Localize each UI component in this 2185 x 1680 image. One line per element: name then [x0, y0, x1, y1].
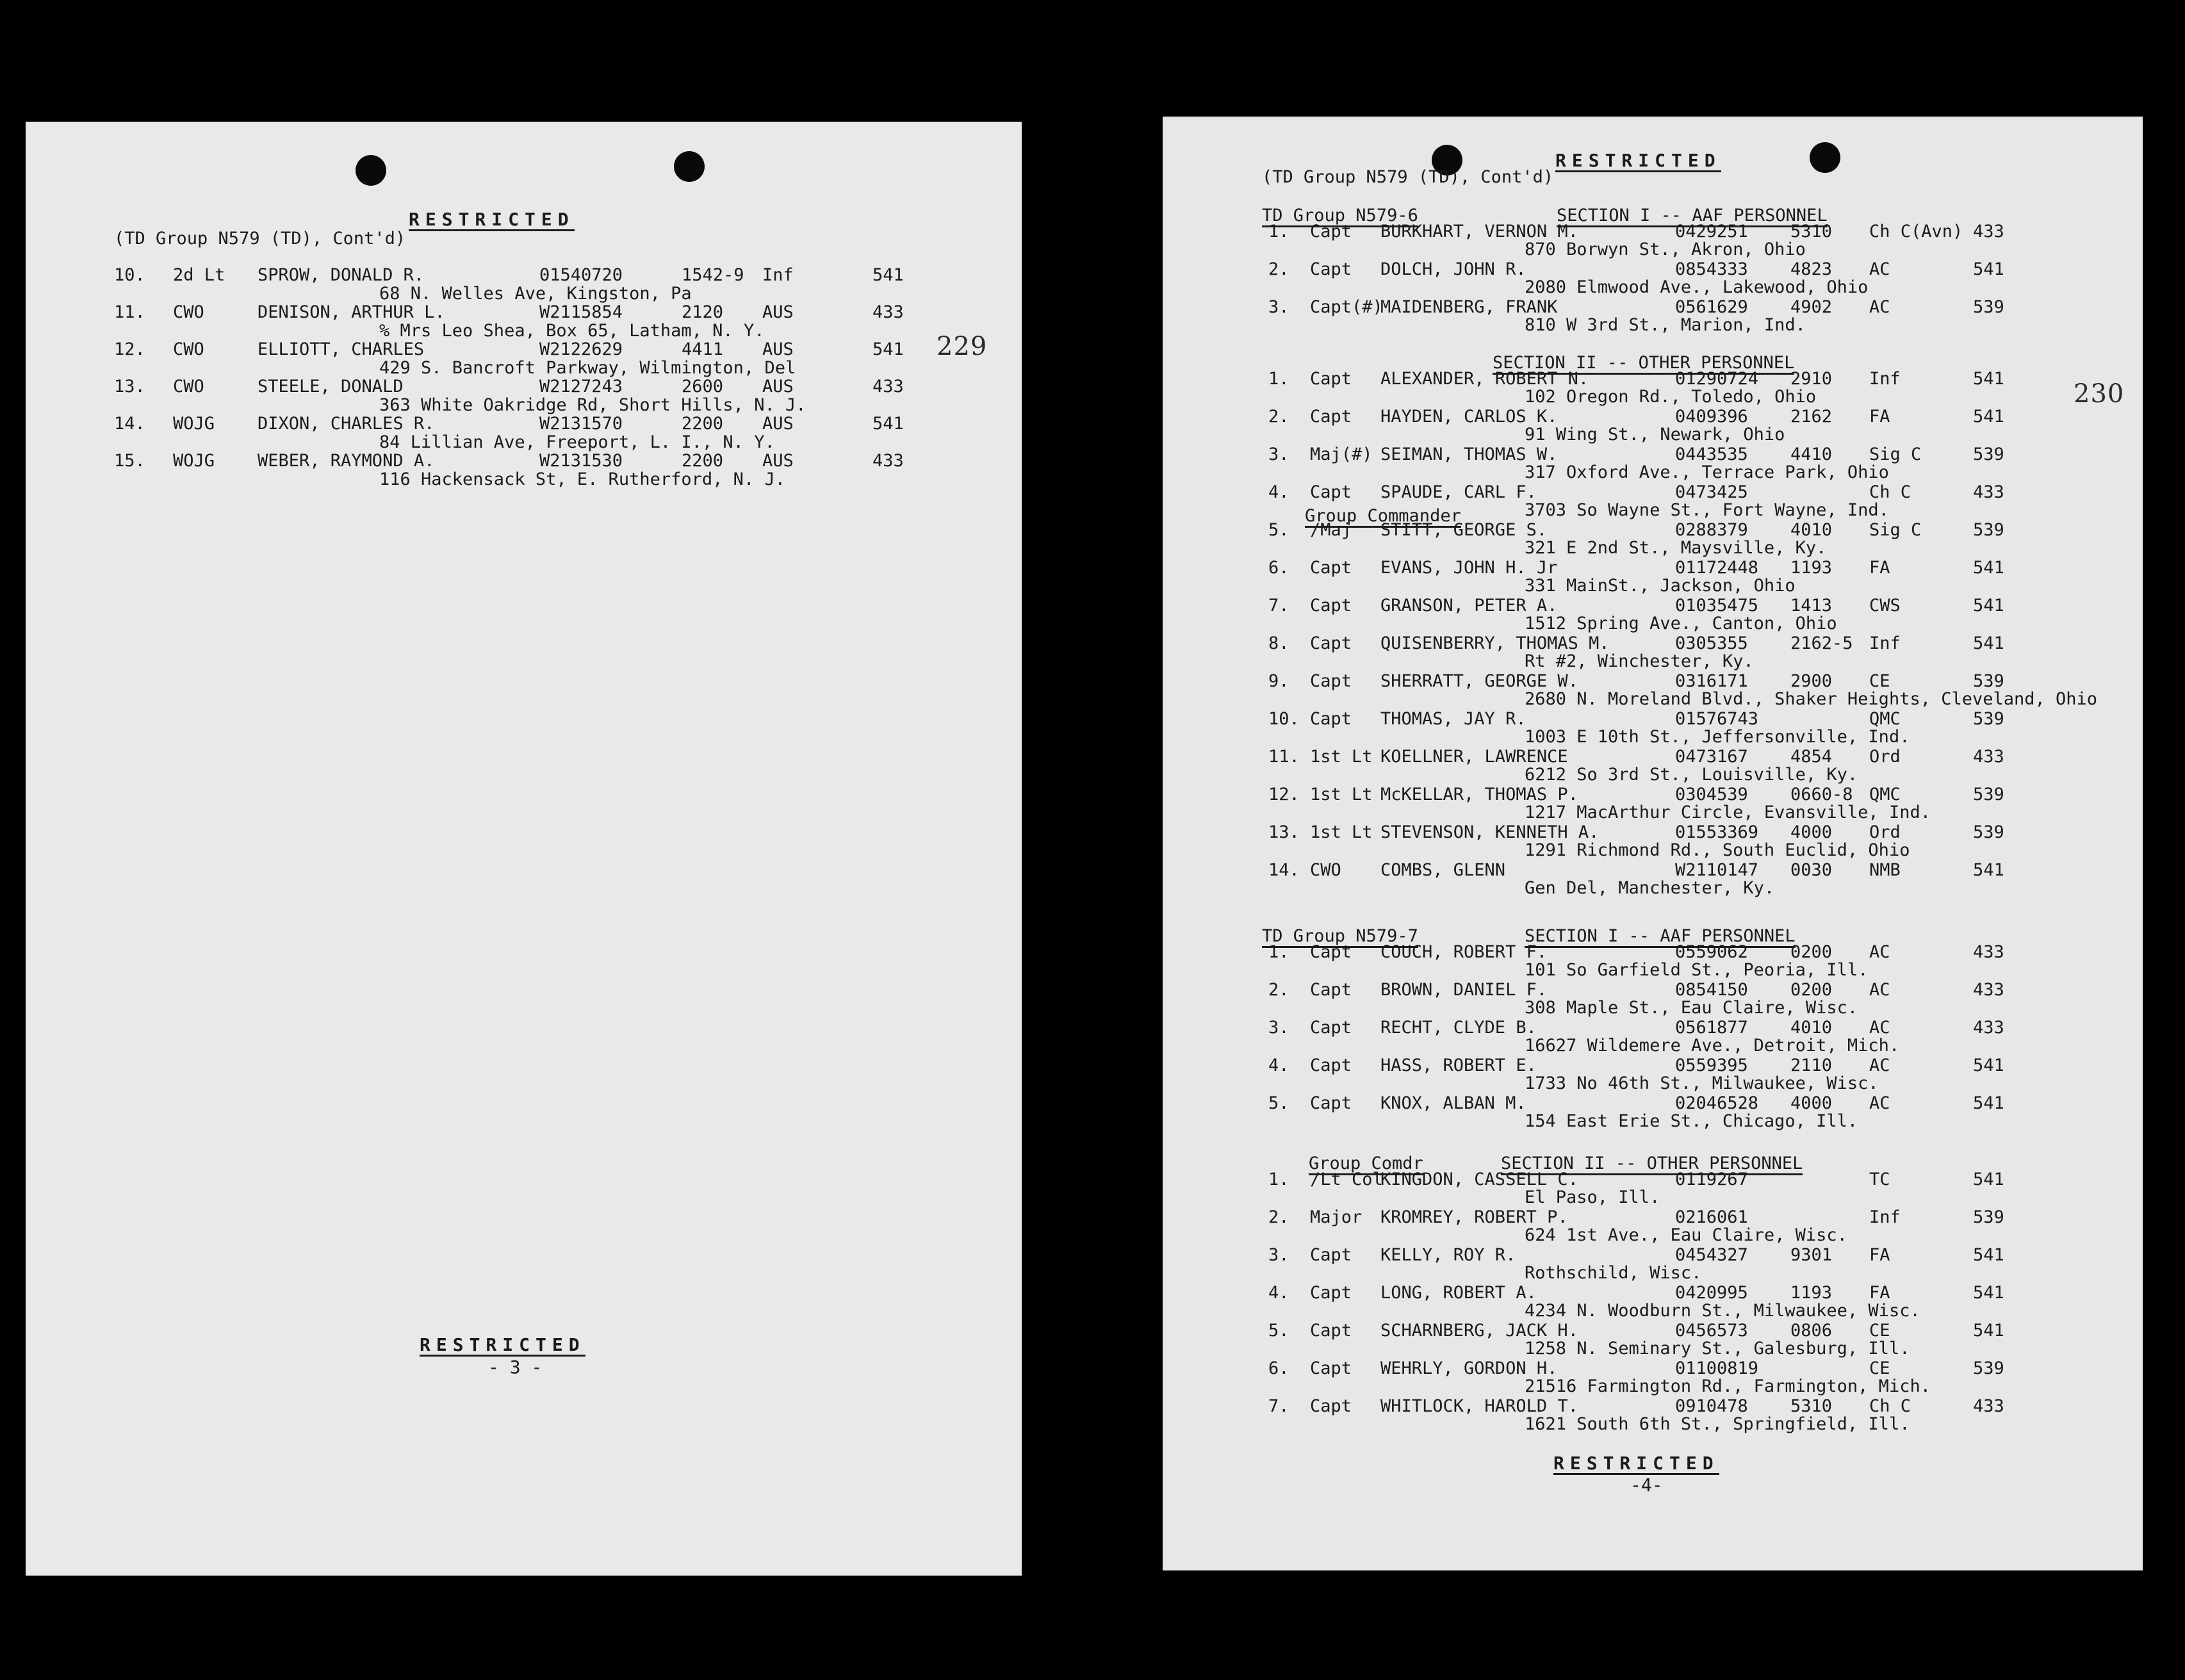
mos-code: 2910 — [1790, 369, 1833, 389]
branch: AC — [1869, 942, 1890, 962]
serial-number: 0316171 — [1675, 671, 1748, 691]
row-number: 4. — [1268, 1056, 1289, 1075]
serial-number: 0473425 — [1675, 482, 1748, 502]
person-name: WEBER, RAYMOND A. — [258, 451, 435, 471]
rank: WOJG — [173, 451, 215, 471]
branch: AUS — [762, 302, 794, 322]
address: 308 Maple St., Eau Claire, Wisc. — [1525, 998, 1858, 1018]
serial-number: 02046528 — [1675, 1093, 1759, 1113]
row-number: 10. — [114, 265, 145, 285]
row-number: 2. — [1268, 259, 1289, 279]
assignment-code: 433 — [872, 377, 904, 396]
assignment-code: 541 — [1973, 1283, 2004, 1303]
branch: AUS — [762, 414, 794, 434]
address: 91 Wing St., Newark, Ohio — [1525, 425, 1785, 444]
rank: WOJG — [173, 414, 215, 434]
page-stamp-number: 230 — [2074, 379, 2125, 409]
branch: AC — [1869, 1056, 1890, 1075]
mos-code: 0200 — [1790, 980, 1833, 1000]
group-label: Group Comdr — [1309, 1154, 1423, 1175]
address: 154 East Erie St., Chicago, Ill. — [1525, 1111, 1858, 1131]
rank: CWO — [173, 302, 204, 322]
person-name: BURKHART, VERNON M. — [1380, 222, 1578, 241]
serial-number: W2115854 — [539, 302, 623, 322]
person-name: SHERRATT, GEORGE W. — [1380, 671, 1578, 691]
person-name: SPROW, DONALD R. — [258, 265, 425, 285]
person-name: HASS, ROBERT E. — [1380, 1056, 1537, 1075]
serial-number: 0561877 — [1675, 1018, 1748, 1038]
serial-number: 01172448 — [1675, 558, 1759, 578]
restricted-footer: RESTRICTED — [420, 1334, 585, 1355]
assignment-code: 539 — [1973, 520, 2004, 540]
row-number: 1. — [1268, 222, 1289, 241]
row-number: 12. — [1268, 785, 1300, 804]
address: Gen Del, Manchester, Ky. — [1525, 878, 1775, 898]
address: 321 E 2nd St., Maysville, Ky. — [1525, 538, 1827, 558]
mos-code: 2600 — [682, 377, 724, 396]
rank: 1st Lt — [1310, 822, 1373, 842]
address: 624 1st Ave., Eau Claire, Wisc. — [1525, 1225, 1847, 1245]
assignment-code: 539 — [1973, 785, 2004, 804]
mos-code: 4010 — [1790, 520, 1833, 540]
rank: 1st Lt — [1310, 785, 1373, 804]
rank: CWO — [173, 377, 204, 396]
serial-number: 0473167 — [1675, 747, 1748, 767]
rank: Maj(#) — [1310, 444, 1373, 464]
branch: AC — [1869, 1093, 1890, 1113]
serial-number: W2131570 — [539, 414, 623, 434]
address: 68 N. Welles Ave, Kingston, Pa — [379, 284, 692, 304]
serial-number: 01540720 — [539, 265, 623, 285]
mos-code: 1542-9 — [682, 265, 744, 285]
rank: Capt — [1310, 222, 1352, 241]
address: 3703 So Wayne St., Fort Wayne, Ind. — [1525, 500, 1889, 520]
person-name: KOELLNER, LAWRENCE — [1380, 747, 1568, 767]
branch: Ch C — [1869, 1396, 1911, 1416]
mos-code: 4000 — [1790, 1093, 1833, 1113]
branch: AUS — [762, 451, 794, 471]
serial-number: 0559395 — [1675, 1056, 1748, 1075]
serial-number: 01576743 — [1675, 709, 1759, 729]
person-name: DOLCH, JOHN R. — [1380, 259, 1526, 279]
assignment-code: 433 — [872, 302, 904, 322]
serial-number: 0559062 — [1675, 942, 1748, 962]
row-number: 5. — [1268, 1321, 1289, 1341]
page-number: -4- — [1630, 1474, 1663, 1496]
assignment-code: 541 — [1973, 860, 2004, 880]
row-number: 12. — [114, 339, 145, 359]
branch: QMC — [1869, 709, 1901, 729]
rank: Capt — [1310, 259, 1352, 279]
row-number: 11. — [1268, 747, 1300, 767]
person-name: MAIDENBERG, FRANK — [1380, 297, 1558, 317]
branch: AC — [1869, 980, 1890, 1000]
branch: Sig C — [1869, 520, 1922, 540]
person-name: LONG, ROBERT A. — [1380, 1283, 1537, 1303]
serial-number: 0910478 — [1675, 1396, 1748, 1416]
assignment-code: 539 — [1973, 671, 2004, 691]
person-name: QUISENBERRY, THOMAS M. — [1380, 633, 1610, 653]
address: 363 White Oakridge Rd, Short Hills, N. J. — [379, 395, 806, 415]
serial-number: 0854333 — [1675, 259, 1748, 279]
rank: /Lt Col — [1310, 1170, 1383, 1189]
serial-number: 0443535 — [1675, 444, 1748, 464]
branch: Inf — [1869, 369, 1901, 389]
assignment-code: 541 — [1973, 1056, 2004, 1075]
mos-code: 4000 — [1790, 822, 1833, 842]
branch: Ch C — [1869, 482, 1911, 502]
mos-code: 2120 — [682, 302, 724, 322]
assignment-code: 541 — [872, 339, 904, 359]
address: 6212 So 3rd St., Louisville, Ky. — [1525, 765, 1858, 785]
address: 1512 Spring Ave., Canton, Ohio — [1525, 614, 1837, 633]
mos-code: 0200 — [1790, 942, 1833, 962]
branch: AC — [1869, 1018, 1890, 1038]
serial-number: W2122629 — [539, 339, 623, 359]
serial-number: W2127243 — [539, 377, 623, 396]
address: 870 Borwyn St., Akron, Ohio — [1525, 240, 1806, 259]
person-name: EVANS, JOHN H. Jr — [1380, 558, 1558, 578]
assignment-code: 541 — [1973, 596, 2004, 616]
serial-number: 0456573 — [1675, 1321, 1748, 1341]
assignment-code: 539 — [1973, 1207, 2004, 1227]
assignment-code: 541 — [1973, 633, 2004, 653]
row-number: 13. — [1268, 822, 1300, 842]
rank: Capt — [1310, 558, 1352, 578]
rank: Capt — [1310, 1093, 1352, 1113]
branch: Inf — [1869, 633, 1901, 653]
serial-number: W2131530 — [539, 451, 623, 471]
row-number: 4. — [1268, 1283, 1289, 1303]
row-number: 14. — [114, 414, 145, 434]
person-name: McKELLAR, THOMAS P. — [1380, 785, 1578, 804]
serial-number: 01553369 — [1675, 822, 1759, 842]
rank: Capt — [1310, 1245, 1352, 1265]
rank: CWO — [1310, 860, 1341, 880]
address: Rt #2, Winchester, Ky. — [1525, 651, 1754, 671]
page-stamp-number: 229 — [937, 332, 988, 361]
row-number: 9. — [1268, 671, 1289, 691]
address: 331 MainSt., Jackson, Ohio — [1525, 576, 1796, 596]
row-number: 6. — [1268, 1358, 1289, 1378]
assignment-code: 541 — [872, 414, 904, 434]
address: 1291 Richmond Rd., South Euclid, Ohio — [1525, 840, 1910, 860]
punch-hole — [356, 155, 386, 186]
mos-code: 2162 — [1790, 407, 1833, 427]
restricted-heading: RESTRICTED — [409, 209, 575, 230]
row-number: 14. — [1268, 860, 1300, 880]
mos-code: 5310 — [1790, 222, 1833, 241]
assignment-code: 433 — [1973, 222, 2004, 241]
assignment-code: 539 — [1973, 444, 2004, 464]
row-number: 1. — [1268, 942, 1289, 962]
rank: Capt — [1310, 1056, 1352, 1075]
mos-code: 1413 — [1790, 596, 1833, 616]
assignment-code: 433 — [872, 451, 904, 471]
mos-code: 2200 — [682, 451, 724, 471]
right-document-page — [1163, 117, 2143, 1570]
assignment-code: 541 — [1973, 558, 2004, 578]
person-name: SEIMAN, THOMAS W. — [1380, 444, 1558, 464]
address: 21516 Farmington Rd., Farmington, Mich. — [1525, 1376, 1931, 1396]
rank: Capt — [1310, 1321, 1352, 1341]
rank: Capt — [1310, 407, 1352, 427]
branch: Inf — [1869, 1207, 1901, 1227]
row-number: 11. — [114, 302, 145, 322]
mos-code: 4410 — [1790, 444, 1833, 464]
address: 102 Oregon Rd., Toledo, Ohio — [1525, 387, 1817, 407]
rank: Major — [1310, 1207, 1363, 1227]
address: 4234 N. Woodburn St., Milwaukee, Wisc. — [1525, 1301, 1920, 1321]
mos-code: 2900 — [1790, 671, 1833, 691]
mos-code: 2110 — [1790, 1056, 1833, 1075]
serial-number: 0429251 — [1675, 222, 1748, 241]
continuation-heading: (TD Group N579 (TD), Cont'd) — [114, 229, 406, 249]
punch-hole — [1810, 142, 1840, 173]
row-number: 3. — [1268, 444, 1289, 464]
person-name: KELLY, ROY R. — [1380, 1245, 1516, 1265]
rank: Capt — [1310, 980, 1352, 1000]
rank: Capt — [1310, 709, 1352, 729]
address: 317 Oxford Ave., Terrace Park, Ohio — [1525, 462, 1889, 482]
rank: Capt(#) — [1310, 297, 1383, 317]
person-name: KROMREY, ROBERT P. — [1380, 1207, 1568, 1227]
continuation-heading: (TD Group N579 (TD), Cont'd) — [1262, 167, 1554, 187]
branch: Sig C — [1869, 444, 1922, 464]
punch-hole — [674, 151, 705, 182]
mos-code: 4010 — [1790, 1018, 1833, 1038]
left-document-page — [26, 122, 1022, 1576]
group-commander-note: Group Commander — [1305, 507, 1461, 528]
person-name: SCHARNBERG, JACK H. — [1380, 1321, 1578, 1341]
row-number: 13. — [114, 377, 145, 396]
branch: CWS — [1869, 596, 1901, 616]
branch: FA — [1869, 558, 1890, 578]
person-name: SPAUDE, CARL F. — [1380, 482, 1537, 502]
address: 1258 N. Seminary St., Galesburg, Ill. — [1525, 1339, 1910, 1358]
address: 116 Hackensack St, E. Rutherford, N. J. — [379, 469, 785, 489]
assignment-code: 541 — [1973, 259, 2004, 279]
mos-code: 2200 — [682, 414, 724, 434]
assignment-code: 541 — [872, 265, 904, 285]
mos-code: 4854 — [1790, 747, 1833, 767]
person-name: WHITLOCK, HAROLD T. — [1380, 1396, 1578, 1416]
row-number: 8. — [1268, 633, 1289, 653]
row-number: 2. — [1268, 1207, 1289, 1227]
assignment-code: 541 — [1973, 1170, 2004, 1189]
branch: FA — [1869, 1245, 1890, 1265]
mos-code: 1193 — [1790, 558, 1833, 578]
address: 1621 South 6th St., Springfield, Ill. — [1525, 1414, 1910, 1434]
person-name: KINGDON, CASSELL C. — [1380, 1170, 1578, 1189]
mos-code: 5310 — [1790, 1396, 1833, 1416]
branch: AUS — [762, 339, 794, 359]
section-heading: SECTION I -- AAF PERSONNEL — [1557, 206, 1828, 227]
person-name: HAYDEN, CARLOS K. — [1380, 407, 1558, 427]
assignment-code: 539 — [1973, 297, 2004, 317]
assignment-code: 433 — [1973, 747, 2004, 767]
rank: Capt — [1310, 1396, 1352, 1416]
serial-number: 0288379 — [1675, 520, 1748, 540]
person-name: COUCH, ROBERT F. — [1380, 942, 1548, 962]
address: Rothschild, Wisc. — [1525, 1263, 1702, 1283]
rank: CWO — [173, 339, 204, 359]
rank: 1st Lt — [1310, 747, 1373, 767]
person-name: WEHRLY, GORDON H. — [1380, 1358, 1558, 1378]
serial-number: 01100819 — [1675, 1358, 1759, 1378]
mos-code: 4823 — [1790, 259, 1833, 279]
row-number: 5. — [1268, 1093, 1289, 1113]
address: 810 W 3rd St., Marion, Ind. — [1525, 315, 1806, 335]
serial-number: 0216061 — [1675, 1207, 1748, 1227]
rank: Capt — [1310, 633, 1352, 653]
row-number: 15. — [114, 451, 145, 471]
branch: AC — [1869, 259, 1890, 279]
serial-number: 0854150 — [1675, 980, 1748, 1000]
serial-number: 0409396 — [1675, 407, 1748, 427]
branch: FA — [1869, 407, 1890, 427]
rank: /Maj — [1310, 520, 1352, 540]
row-number: 1. — [1268, 1170, 1289, 1189]
branch: AUS — [762, 377, 794, 396]
assignment-code: 433 — [1973, 1396, 2004, 1416]
mos-code: 0660-8 — [1790, 785, 1853, 804]
address: El Paso, Ill. — [1525, 1187, 1660, 1207]
mos-code: 4902 — [1790, 297, 1833, 317]
person-name: COMBS, GLENN — [1380, 860, 1506, 880]
person-name: ALEXANDER, ROBERT N. — [1380, 369, 1589, 389]
branch: CE — [1869, 1321, 1890, 1341]
serial-number: 0561629 — [1675, 297, 1748, 317]
assignment-code: 541 — [1973, 1093, 2004, 1113]
branch: QMC — [1869, 785, 1901, 804]
person-name: STITT, GEORGE S. — [1380, 520, 1548, 540]
section-heading: SECTION II -- OTHER PERSONNEL — [1493, 354, 1794, 375]
assignment-code: 433 — [1973, 942, 2004, 962]
group-label: TD Group N579-6 — [1262, 206, 1418, 227]
rank: Capt — [1310, 1283, 1352, 1303]
address: 2680 N. Moreland Blvd., Shaker Heights, Cleveland, Ohio — [1525, 689, 2098, 709]
address: % Mrs Leo Shea, Box 65, Latham, N. Y. — [379, 321, 765, 341]
assignment-code: 539 — [1973, 709, 2004, 729]
rank: Capt — [1310, 671, 1352, 691]
address: 1003 E 10th St., Jeffersonville, Ind. — [1525, 727, 1910, 747]
branch: FA — [1869, 1283, 1890, 1303]
page-number: - 3 - — [488, 1357, 543, 1378]
person-name: RECHT, CLYDE B. — [1380, 1018, 1537, 1038]
row-number: 7. — [1268, 1396, 1289, 1416]
person-name: ELLIOTT, CHARLES — [258, 339, 425, 359]
serial-number: 01290724 — [1675, 369, 1759, 389]
address: 1733 No 46th St., Milwaukee, Wisc. — [1525, 1073, 1879, 1093]
row-number: 1. — [1268, 369, 1289, 389]
mos-code: 2162-5 — [1790, 633, 1853, 653]
rank: Capt — [1310, 596, 1352, 616]
row-number: 5. — [1268, 520, 1289, 540]
section-heading: SECTION II -- OTHER PERSONNEL — [1501, 1154, 1803, 1175]
row-number: 4. — [1268, 482, 1289, 502]
mos-code: 4411 — [682, 339, 724, 359]
row-number: 3. — [1268, 297, 1289, 317]
row-number: 6. — [1268, 558, 1289, 578]
branch: CE — [1869, 1358, 1890, 1378]
person-name: BROWN, DANIEL F. — [1380, 980, 1548, 1000]
person-name: KNOX, ALBAN M. — [1380, 1093, 1526, 1113]
row-number: 3. — [1268, 1018, 1289, 1038]
mos-code: 1193 — [1790, 1283, 1833, 1303]
assignment-code: 541 — [1973, 1321, 2004, 1341]
person-name: DENISON, ARTHUR L. — [258, 302, 445, 322]
address: 2080 Elmwood Ave., Lakewood, Ohio — [1525, 277, 1869, 297]
branch: Ord — [1869, 822, 1901, 842]
rank: Capt — [1310, 482, 1352, 502]
mos-code: 9301 — [1790, 1245, 1833, 1265]
row-number: 10. — [1268, 709, 1300, 729]
serial-number: 0304539 — [1675, 785, 1748, 804]
person-name: THOMAS, JAY R. — [1380, 709, 1526, 729]
address: 429 S. Bancroft Parkway, Wilmington, Del — [379, 358, 796, 378]
branch: Ch C(Avn) — [1869, 222, 1963, 241]
rank: Capt — [1310, 369, 1352, 389]
address: 84 Lillian Ave, Freeport, L. I., N. Y. — [379, 432, 775, 452]
serial-number: 0420995 — [1675, 1283, 1748, 1303]
restricted-footer: RESTRICTED — [1553, 1453, 1719, 1474]
serial-number: 0305355 — [1675, 633, 1748, 653]
branch: Ord — [1869, 747, 1901, 767]
group-label: TD Group N579-7 — [1262, 927, 1418, 948]
branch: TC — [1869, 1170, 1890, 1189]
mos-code: 0806 — [1790, 1321, 1833, 1341]
address: 1217 MacArthur Circle, Evansville, Ind. — [1525, 803, 1931, 822]
row-number: 2. — [1268, 407, 1289, 427]
assignment-code: 433 — [1973, 980, 2004, 1000]
row-number: 3. — [1268, 1245, 1289, 1265]
person-name: STEELE, DONALD — [258, 377, 404, 396]
serial-number: W2110147 — [1675, 860, 1759, 880]
branch: CE — [1869, 671, 1890, 691]
rank: 2d Lt — [173, 265, 225, 285]
row-number: 7. — [1268, 596, 1289, 616]
assignment-code: 541 — [1973, 1245, 2004, 1265]
person-name: STEVENSON, KENNETH A. — [1380, 822, 1600, 842]
person-name: DIXON, CHARLES R. — [258, 414, 435, 434]
assignment-code: 433 — [1973, 482, 2004, 502]
assignment-code: 433 — [1973, 1018, 2004, 1038]
serial-number: 01035475 — [1675, 596, 1759, 616]
row-number: 2. — [1268, 980, 1289, 1000]
rank: Capt — [1310, 1358, 1352, 1378]
serial-number: 0454327 — [1675, 1245, 1748, 1265]
rank: Capt — [1310, 942, 1352, 962]
assignment-code: 541 — [1973, 369, 2004, 389]
address: 16627 Wildemere Ave., Detroit, Mich. — [1525, 1036, 1900, 1056]
branch: AC — [1869, 297, 1890, 317]
assignment-code: 539 — [1973, 822, 2004, 842]
serial-number: 0119267 — [1675, 1170, 1748, 1189]
address: 101 So Garfield St., Peoria, Ill. — [1525, 960, 1869, 980]
branch: NMB — [1869, 860, 1901, 880]
assignment-code: 541 — [1973, 407, 2004, 427]
rank: Capt — [1310, 1018, 1352, 1038]
mos-code: 0030 — [1790, 860, 1833, 880]
branch: Inf — [762, 265, 794, 285]
section-heading: SECTION I -- AAF PERSONNEL — [1525, 927, 1796, 948]
restricted-heading: RESTRICTED — [1555, 150, 1721, 171]
person-name: GRANSON, PETER A. — [1380, 596, 1558, 616]
assignment-code: 539 — [1973, 1358, 2004, 1378]
